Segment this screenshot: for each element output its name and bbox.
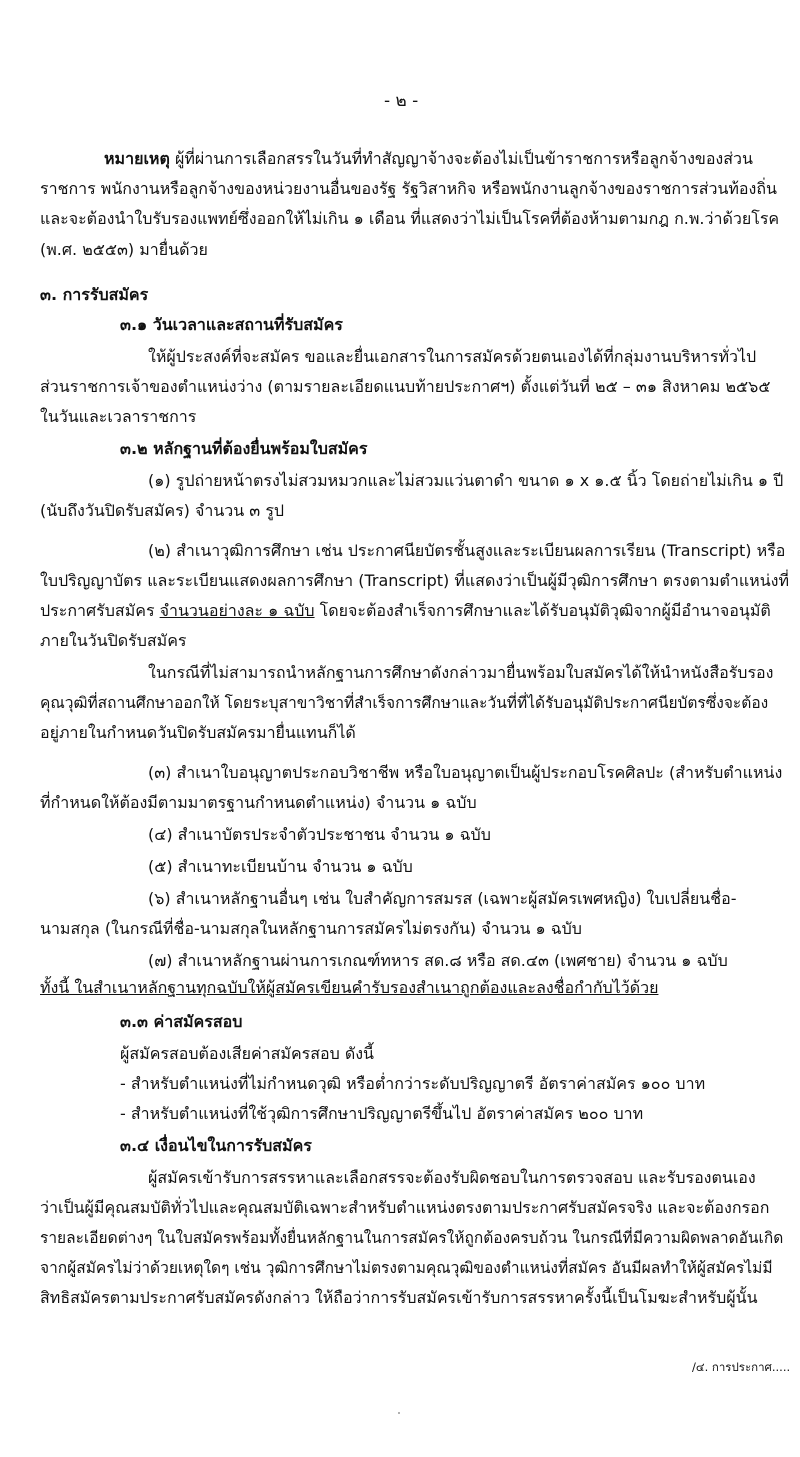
fee-item: - สำหรับตำแหน่งที่ไม่กำหนดวุฒิ หรือต่ำกว่าระดับปริญญาตรี อัตราค่าสมัคร ๑๐๐ บาท bbox=[120, 1074, 706, 1093]
conditions-line: รายละเอียดต่างๆ ในใบสมัครพร้อมทั้งยื่นหลักฐานในการสมัครให้ถูกต้องครบถ้วน ในกรณีที่มีความผิดพลาดอันเกิด bbox=[40, 1229, 784, 1247]
item-6-line: นามสกุล (ในกรณีที่ชื่อ-นามสกุลในหลักฐานการสมัครไม่ตรงกัน) จำนวน ๑ ฉบับ bbox=[40, 919, 582, 938]
conditions-line: จากผู้สมัครไม่ว่าด้วยเหตุใดๆ เช่น วุฒิการศึกษาไม่ตรงตามคุณวุฒิของตำแหน่งที่สมัคร อันมีผลทำให้ผู้สมัครไม่มี bbox=[40, 1259, 773, 1277]
item-4-line: (๔) สำเนาบัตรประจำตัวประชาชน จำนวน ๑ ฉบับ bbox=[148, 825, 491, 844]
remark-line-1: หมายเหตุ ผู้ที่ผ่านการเลือกสรรในวันที่ทำสัญญาจ้างจะต้องไม่เป็นข้าราชการหรือลูกจ้างของส่วน bbox=[104, 149, 753, 168]
alt-doc-line: คุณวุฒิที่สถานศึกษาออกให้ โดยระบุสาขาวิชาที่สำเร็จการศึกษาและวันที่ที่ได้รับอนุมัติประกาศนียบัตรซึ่งจะต้อง bbox=[40, 694, 769, 712]
item-7-line: (๗) สำเนาหลักฐานผ่านการเกณฑ์ทหาร สด.๘ หรือ สด.๔๓ (เพศชาย) จำนวน ๑ ฉบับ bbox=[148, 951, 728, 970]
item-3-line: (๓) สำเนาใบอนุญาตประกอบวิชาชีพ หรือใบอนุญาตเป็นผู้ประกอบโรคศิลปะ (สำหรับตำแหน่ง bbox=[148, 763, 783, 782]
remark-line-3: และจะต้องนำใบรับรองแพทย์ซึ่งออกให้ไม่เกิน ๑ เดือน ที่แสดงว่าไม่เป็นโรคที่ต้องห้ามตามกฎ ก.พ.ว่าด้วยโรค bbox=[40, 209, 780, 228]
remark-line-2: ราชการ พนักงานหรือลูกจ้างของหน่วยงานอื่นของรัฐ รัฐวิสาหกิจ หรือพนักงานลูกจ้างของราชการส่วนท้องถิ่น bbox=[40, 179, 777, 198]
fee-item: - สำหรับตำแหน่งที่ใช้วุฒิการศึกษาปริญญาตรีขึ้นไป อัตราค่าสมัคร ๒๐๐ บาท bbox=[120, 1104, 644, 1123]
alt-doc-line: ในกรณีที่ไม่สามารถนำหลักฐานการศึกษาดังกล่าวมายื่นพร้อมใบสมัครได้ให้นำหนังสือรับรอง bbox=[148, 663, 774, 682]
item-2-line: ประกาศรับสมัคร จำนวนอย่างละ ๑ ฉบับ โดยจะต้องสำเร็จการศึกษาและได้รับอนุมัติวุฒิจากผู้มีอำนาจอนุมัติ bbox=[40, 601, 771, 620]
item-1-line: (๑) รูปถ่ายหน้าตรงไม่สวมหมวกและไม่สวมแว่นตาดำ ขนาด ๑ x ๑.๕ นิ้ว โดยถ่ายไม่เกิน ๑ ปี bbox=[148, 471, 784, 490]
item-5-line: (๕) สำเนาทะเบียนบ้าน จำนวน ๑ ฉบับ bbox=[148, 857, 413, 876]
conditions-line: สิทธิสมัครตามประกาศรับสมัครดังกล่าว ให้ถือว่าการรับสมัครเข้ารับการสรรหาครั้งนี้เป็นโมฆะสำหรับผู้นั้น bbox=[40, 1288, 758, 1307]
conditions-line: ว่าเป็นผู้มีคุณสมบัติทั่วไปและคุณสมบัติเฉพาะสำหรับตำแหน่งตรงตามประกาศรับสมัครจริง และจะต้องกรอก bbox=[40, 1198, 770, 1217]
subsection-3-2-heading: ๓.๒ หลักฐานที่ต้องยื่นพร้อมใบสมัคร bbox=[120, 439, 368, 458]
item-2-line: ภายในวันปิดรับสมัคร bbox=[40, 631, 187, 650]
page-number: - ๒ - bbox=[384, 91, 419, 111]
subsection-3-1-line: ส่วนราชการเจ้าของตำแหน่งว่าง (ตามรายละเอียดแนบท้ายประกาศฯ) ตั้งแต่วันที่ ๒๕ – ๓๑ สิงหาคม ๒๕๖๕ bbox=[40, 377, 771, 396]
conditions-line: ผู้สมัครเข้ารับการสรรหาและเลือกสรรจะต้องรับผิดชอบในการตรวจสอบ และรับรองตนเอง bbox=[148, 1168, 756, 1187]
continuation-marker: /๔. การประกาศ..... bbox=[692, 1360, 791, 1374]
remark-heading: หมายเหตุ bbox=[104, 149, 170, 168]
remark-line-4: (พ.ศ. ๒๕๕๓) มายื่นด้วย bbox=[40, 240, 208, 259]
item-6-line: (๖) สำเนาหลักฐานอื่นๆ เช่น ใบสำคัญการสมรส (เฉพาะผู้สมัครเพศหญิง) ใบเปลี่ยนชื่อ- bbox=[148, 889, 737, 908]
item-2-line: ใบปริญญาบัตร และระเบียนแสดงผลการศึกษา (Transcript) ที่แสดงว่าเป็นผู้มีวุฒิการศึกษา ตรงตามตำแหน่งที่ bbox=[40, 571, 790, 590]
fee-intro: ผู้สมัครสอบต้องเสียค่าสมัครสอบ ดังนี้ bbox=[120, 1044, 374, 1063]
item-1-line: (นับถึงวันปิดรับสมัคร) จำนวน ๓ รูป bbox=[40, 501, 285, 520]
item-3-line: ที่กำหนดให้ต้องมีตามมาตรฐานกำหนดตำแหน่ง) จำนวน ๑ ฉบับ bbox=[40, 793, 477, 812]
copies-underlined: จำนวนอย่างละ ๑ ฉบับ bbox=[159, 601, 315, 620]
subsection-3-4-heading: ๓.๔ เงื่อนไขในการรับสมัคร bbox=[120, 1136, 312, 1155]
subsection-3-3-heading: ๓.๓ ค่าสมัครสอบ bbox=[120, 1012, 243, 1031]
item-2-line: (๒) สำเนาวุฒิการศึกษา เช่น ประกาศนียบัตรชั้นสูงและระเบียนผลการเรียน (Transcript) หรือ bbox=[148, 541, 786, 560]
subsection-3-1-line: ให้ผู้ประสงค์ที่จะสมัคร ขอและยื่นเอกสารในการสมัครด้วยตนเองได้ที่กลุ่มงานบริหารทั่วไป bbox=[148, 347, 757, 366]
certification-note: ทั้งนี้ ในสำเนาหลักฐานทุกฉบับให้ผู้สมัครเขียนคำรับรองสำเนาถูกต้องและลงชื่อกำกับไว้ด้วย bbox=[40, 978, 659, 997]
subsection-3-1-heading: ๓.๑ วันเวลาและสถานที่รับสมัคร bbox=[120, 315, 343, 334]
scan-speck bbox=[398, 1412, 400, 1414]
section-3-heading: ๓. การรับสมัคร bbox=[40, 285, 149, 304]
alt-doc-line: อยู่ภายในกำหนดวันปิดรับสมัครมายื่นแทนก็ได้ bbox=[40, 723, 356, 742]
subsection-3-1-line: ในวันและเวลาราชการ bbox=[40, 407, 197, 426]
